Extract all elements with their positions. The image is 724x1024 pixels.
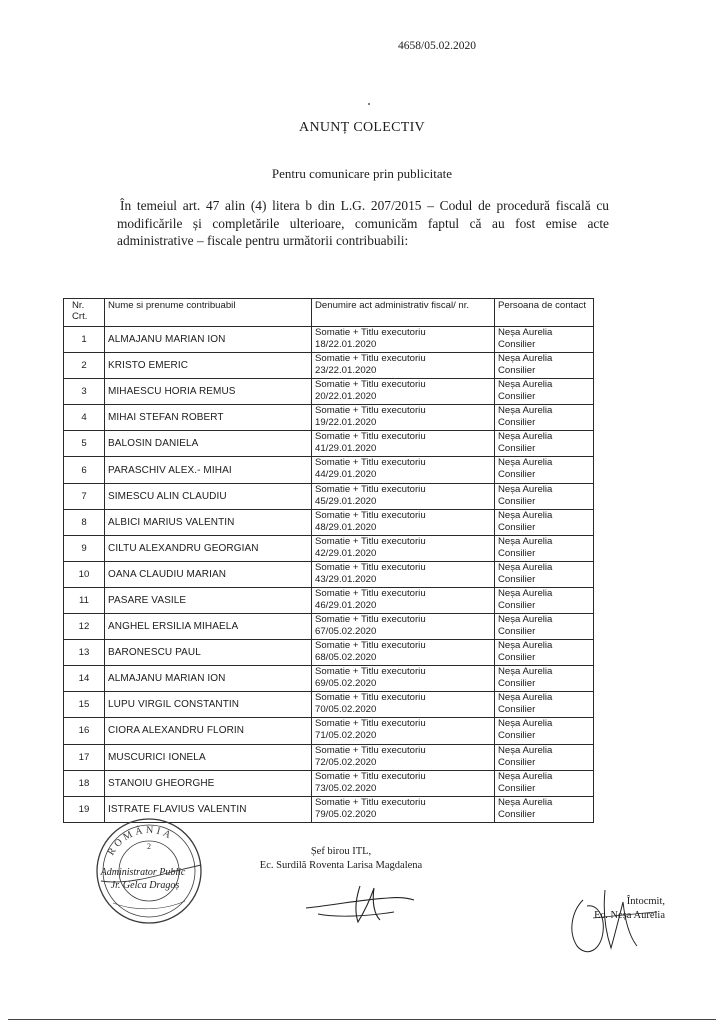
act-type: Somatie + Titlu executoriu <box>315 431 426 443</box>
act-type: Somatie + Titlu executoriu <box>315 353 426 365</box>
table-row <box>64 640 594 666</box>
act-type: Somatie + Titlu executoriu <box>315 640 426 652</box>
contact-cell <box>495 405 594 431</box>
contact-name: Neșa Aurelia <box>498 744 553 756</box>
contact-cell <box>495 483 594 509</box>
taxpayer-name: BARONESCU PAUL <box>105 640 312 666</box>
contact-role: Consilier <box>498 573 536 585</box>
act-cell <box>312 457 495 483</box>
act-type: Somatie + Titlu executoriu <box>315 509 426 521</box>
contact-role: Consilier <box>498 678 536 690</box>
bottom-rule <box>8 1019 716 1020</box>
contact-role: Consilier <box>498 365 536 377</box>
act-number: 45/29.01.2020 <box>315 495 377 507</box>
taxpayer-name: ALMAJANU MARIAN ION <box>105 666 312 692</box>
stamp-line-1: Administrator Public <box>100 867 186 878</box>
act-number: 43/29.01.2020 <box>315 573 377 585</box>
row-number: 13 <box>64 640 105 666</box>
contact-name: Neșa Aurelia <box>498 483 553 495</box>
act-type: Somatie + Titlu executoriu <box>315 405 426 417</box>
act-type: Somatie + Titlu executoriu <box>315 614 426 626</box>
header-contact: Persoana de contact <box>495 299 594 327</box>
act-cell <box>312 692 495 718</box>
taxpayer-name: SIMESCU ALIN CLAUDIU <box>105 483 312 509</box>
contact-name: Neșa Aurelia <box>498 561 553 573</box>
contact-role: Consilier <box>498 495 536 507</box>
document-title: ANUNȚ COLECTIV <box>299 120 425 135</box>
act-number: 72/05.02.2020 <box>315 756 377 768</box>
table-body <box>64 327 594 823</box>
contact-name: Neșa Aurelia <box>498 457 553 469</box>
act-number: 70/05.02.2020 <box>315 704 377 716</box>
taxpayer-name: OANA CLAUDIU MARIAN <box>105 561 312 587</box>
contact-name: Neșa Aurelia <box>498 587 553 599</box>
taxpayer-name: ANGHEL ERSILIA MIHAELA <box>105 614 312 640</box>
contact-role: Consilier <box>498 808 536 820</box>
stamp-number: 2 <box>147 842 151 851</box>
taxpayer-name: KRISTO EMERIC <box>105 353 312 379</box>
prepared-by-block <box>565 895 665 923</box>
contact-name: Neșa Aurelia <box>498 640 553 652</box>
act-type: Somatie + Titlu executoriu <box>315 483 426 495</box>
taxpayer-name: ALBICI MARIUS VALENTIN <box>105 509 312 535</box>
contact-name: Neșa Aurelia <box>498 770 553 782</box>
act-type: Somatie + Titlu executoriu <box>315 796 426 808</box>
row-number: 4 <box>64 405 105 431</box>
row-number: 15 <box>64 692 105 718</box>
contact-role: Consilier <box>498 599 536 611</box>
row-number: 18 <box>64 770 105 796</box>
chief-name: Ec. Surdilă Roventa Larisa Magdalena <box>259 860 423 871</box>
act-cell <box>312 353 495 379</box>
act-number: 41/29.01.2020 <box>315 443 377 455</box>
row-number: 8 <box>64 509 105 535</box>
taxpayer-name: LUPU VIRGIL CONSTANTIN <box>105 692 312 718</box>
taxpayer-name: CILTU ALEXANDRU GEORGIAN <box>105 535 312 561</box>
act-cell <box>312 431 495 457</box>
contact-role: Consilier <box>498 782 536 794</box>
act-cell <box>312 666 495 692</box>
table-row <box>64 431 594 457</box>
row-number: 12 <box>64 614 105 640</box>
act-number: 20/22.01.2020 <box>315 391 377 403</box>
contact-name: Neșa Aurelia <box>498 614 553 626</box>
act-type: Somatie + Titlu executoriu <box>315 692 426 704</box>
act-type: Somatie + Titlu executoriu <box>315 327 426 338</box>
row-number: 1 <box>64 327 105 353</box>
official-stamp <box>93 815 205 927</box>
table-row <box>64 457 594 483</box>
row-number: 14 <box>64 666 105 692</box>
table-row <box>64 587 594 613</box>
act-cell <box>312 796 495 822</box>
prepared-name: Ec. Neșa Aurelia <box>594 910 665 921</box>
row-number: 6 <box>64 457 105 483</box>
header-nr-label: Nr. Crt. <box>72 300 88 322</box>
contact-cell <box>495 587 594 613</box>
contact-cell <box>495 744 594 770</box>
act-number: 67/05.02.2020 <box>315 626 377 638</box>
contact-name: Neșa Aurelia <box>498 353 553 365</box>
act-type: Somatie + Titlu executoriu <box>315 561 426 573</box>
contact-name: Neșa Aurelia <box>498 666 553 678</box>
act-cell <box>312 561 495 587</box>
table-row <box>64 509 594 535</box>
taxpayer-name: MIHAESCU HORIA REMUS <box>105 379 312 405</box>
row-number: 11 <box>64 587 105 613</box>
act-type: Somatie + Titlu executoriu <box>315 666 426 678</box>
header-nr <box>64 299 105 327</box>
contact-role: Consilier <box>498 339 536 350</box>
contact-cell <box>495 431 594 457</box>
stamp-line-2: Jr. Gelca Dragoș <box>110 880 180 891</box>
contact-cell <box>495 796 594 822</box>
act-number: 46/29.01.2020 <box>315 599 377 611</box>
contact-role: Consilier <box>498 730 536 742</box>
contact-name: Neșa Aurelia <box>498 379 553 391</box>
act-number: 19/22.01.2020 <box>315 417 377 429</box>
contact-role: Consilier <box>498 652 536 664</box>
chief-role: Șef birou ITL, <box>310 846 372 857</box>
contact-cell <box>495 718 594 744</box>
contact-role: Consilier <box>498 626 536 638</box>
act-type: Somatie + Titlu executoriu <box>315 587 426 599</box>
act-number: 42/29.01.2020 <box>315 547 377 559</box>
act-number: 68/05.02.2020 <box>315 652 377 664</box>
contact-role: Consilier <box>498 443 536 455</box>
contact-cell <box>495 379 594 405</box>
act-number: 73/05.02.2020 <box>315 782 377 794</box>
taxpayer-name: ISTRATE FLAVIUS VALENTIN <box>105 796 312 822</box>
act-number: 48/29.01.2020 <box>315 521 377 533</box>
prepared-label: Întocmit, <box>626 896 665 907</box>
contact-role: Consilier <box>498 469 536 481</box>
act-cell <box>312 483 495 509</box>
table-row <box>64 744 594 770</box>
contact-role: Consilier <box>498 547 536 559</box>
act-type: Somatie + Titlu executoriu <box>315 535 426 547</box>
contact-cell <box>495 666 594 692</box>
contact-name: Neșa Aurelia <box>498 535 553 547</box>
registration-number: 4658/05.02.2020 <box>398 40 476 52</box>
contact-name: Neșa Aurelia <box>498 509 553 521</box>
act-number: 23/22.01.2020 <box>315 365 377 377</box>
contact-cell <box>495 509 594 535</box>
row-number: 16 <box>64 718 105 744</box>
taxpayer-name: STANOIU GHEORGHE <box>105 770 312 796</box>
document-subtitle: Pentru comunicare prin publicitate <box>271 166 453 181</box>
contact-cell <box>495 535 594 561</box>
intro-paragraph: În temeiul art. 47 alin (4) litera b din L.G. 207/2015 – Codul de procedură fiscală cu modificările și completările ulterioare, comunicăm faptul că au fost emise acte administrative – fiscale pentru următorii contribuabili: <box>117 198 609 248</box>
taxpayer-name: MIHAI STEFAN ROBERT <box>105 405 312 431</box>
stamp-ring-text: ROMÂNIA <box>105 824 176 858</box>
taxpayer-name: ALMAJANU MARIAN ION <box>105 327 312 353</box>
row-number: 19 <box>64 796 105 822</box>
act-number: 71/05.02.2020 <box>315 730 377 742</box>
taxpayer-name: PARASCHIV ALEX.- MIHAI <box>105 457 312 483</box>
table-row <box>64 483 594 509</box>
row-number: 10 <box>64 561 105 587</box>
act-type: Somatie + Titlu executoriu <box>315 744 426 756</box>
row-number: 9 <box>64 535 105 561</box>
contact-cell <box>495 614 594 640</box>
row-number: 5 <box>64 431 105 457</box>
act-cell <box>312 770 495 796</box>
table-row <box>64 327 594 353</box>
act-cell <box>312 744 495 770</box>
row-number: 7 <box>64 483 105 509</box>
contact-name: Neșa Aurelia <box>498 796 553 808</box>
act-type: Somatie + Titlu executoriu <box>315 457 426 469</box>
svg-text:ROMÂNIA <box>106 824 175 857</box>
contact-cell <box>495 457 594 483</box>
table-row <box>64 666 594 692</box>
contact-cell <box>495 353 594 379</box>
row-number: 17 <box>64 744 105 770</box>
table-row <box>64 353 594 379</box>
chief-handwritten-signature <box>298 878 418 928</box>
act-cell <box>312 640 495 666</box>
taxpayers-table <box>63 298 594 823</box>
table-row <box>64 692 594 718</box>
speck <box>368 103 370 105</box>
row-number: 3 <box>64 379 105 405</box>
contact-name: Neșa Aurelia <box>498 692 553 704</box>
contact-role: Consilier <box>498 756 536 768</box>
contact-cell <box>495 327 594 353</box>
act-number: 69/05.02.2020 <box>315 678 377 690</box>
contact-role: Consilier <box>498 417 536 429</box>
act-type: Somatie + Titlu executoriu <box>315 718 426 730</box>
contact-cell <box>495 770 594 796</box>
table-row <box>64 614 594 640</box>
table-row <box>64 770 594 796</box>
act-cell <box>312 405 495 431</box>
act-type: Somatie + Titlu executoriu <box>315 770 426 782</box>
header-act: Denumire act administrativ fiscal/ nr. <box>312 299 495 327</box>
act-number: 79/05.02.2020 <box>315 808 377 820</box>
header-name: Nume si prenume contribuabil <box>105 299 312 327</box>
contact-name: Neșa Aurelia <box>498 327 553 338</box>
table-row <box>64 561 594 587</box>
act-number: 18/22.01.2020 <box>315 339 377 350</box>
contact-cell <box>495 640 594 666</box>
contact-cell <box>495 692 594 718</box>
taxpayer-name: BALOSIN DANIELA <box>105 431 312 457</box>
act-cell <box>312 535 495 561</box>
taxpayer-name: CIORA ALEXANDRU FLORIN <box>105 718 312 744</box>
row-number: 2 <box>64 353 105 379</box>
act-cell <box>312 614 495 640</box>
act-cell <box>312 587 495 613</box>
contact-name: Neșa Aurelia <box>498 718 553 730</box>
table-row <box>64 535 594 561</box>
table-row <box>64 405 594 431</box>
contact-name: Neșa Aurelia <box>498 405 553 417</box>
contact-role: Consilier <box>498 391 536 403</box>
contact-role: Consilier <box>498 704 536 716</box>
act-cell <box>312 509 495 535</box>
act-cell <box>312 718 495 744</box>
stamp-lower-arc <box>113 901 185 909</box>
table-row <box>64 379 594 405</box>
contact-name: Neșa Aurelia <box>498 431 553 443</box>
chief-signature-block <box>226 845 456 873</box>
act-number: 44/29.01.2020 <box>315 469 377 481</box>
act-type: Somatie + Titlu executoriu <box>315 379 426 391</box>
act-cell <box>312 379 495 405</box>
act-cell <box>312 327 495 353</box>
taxpayer-name: PASARE VASILE <box>105 587 312 613</box>
table-row <box>64 718 594 744</box>
contact-role: Consilier <box>498 521 536 533</box>
contact-cell <box>495 561 594 587</box>
table-header-row <box>64 299 594 327</box>
taxpayer-name: MUSCURICI IONELA <box>105 744 312 770</box>
